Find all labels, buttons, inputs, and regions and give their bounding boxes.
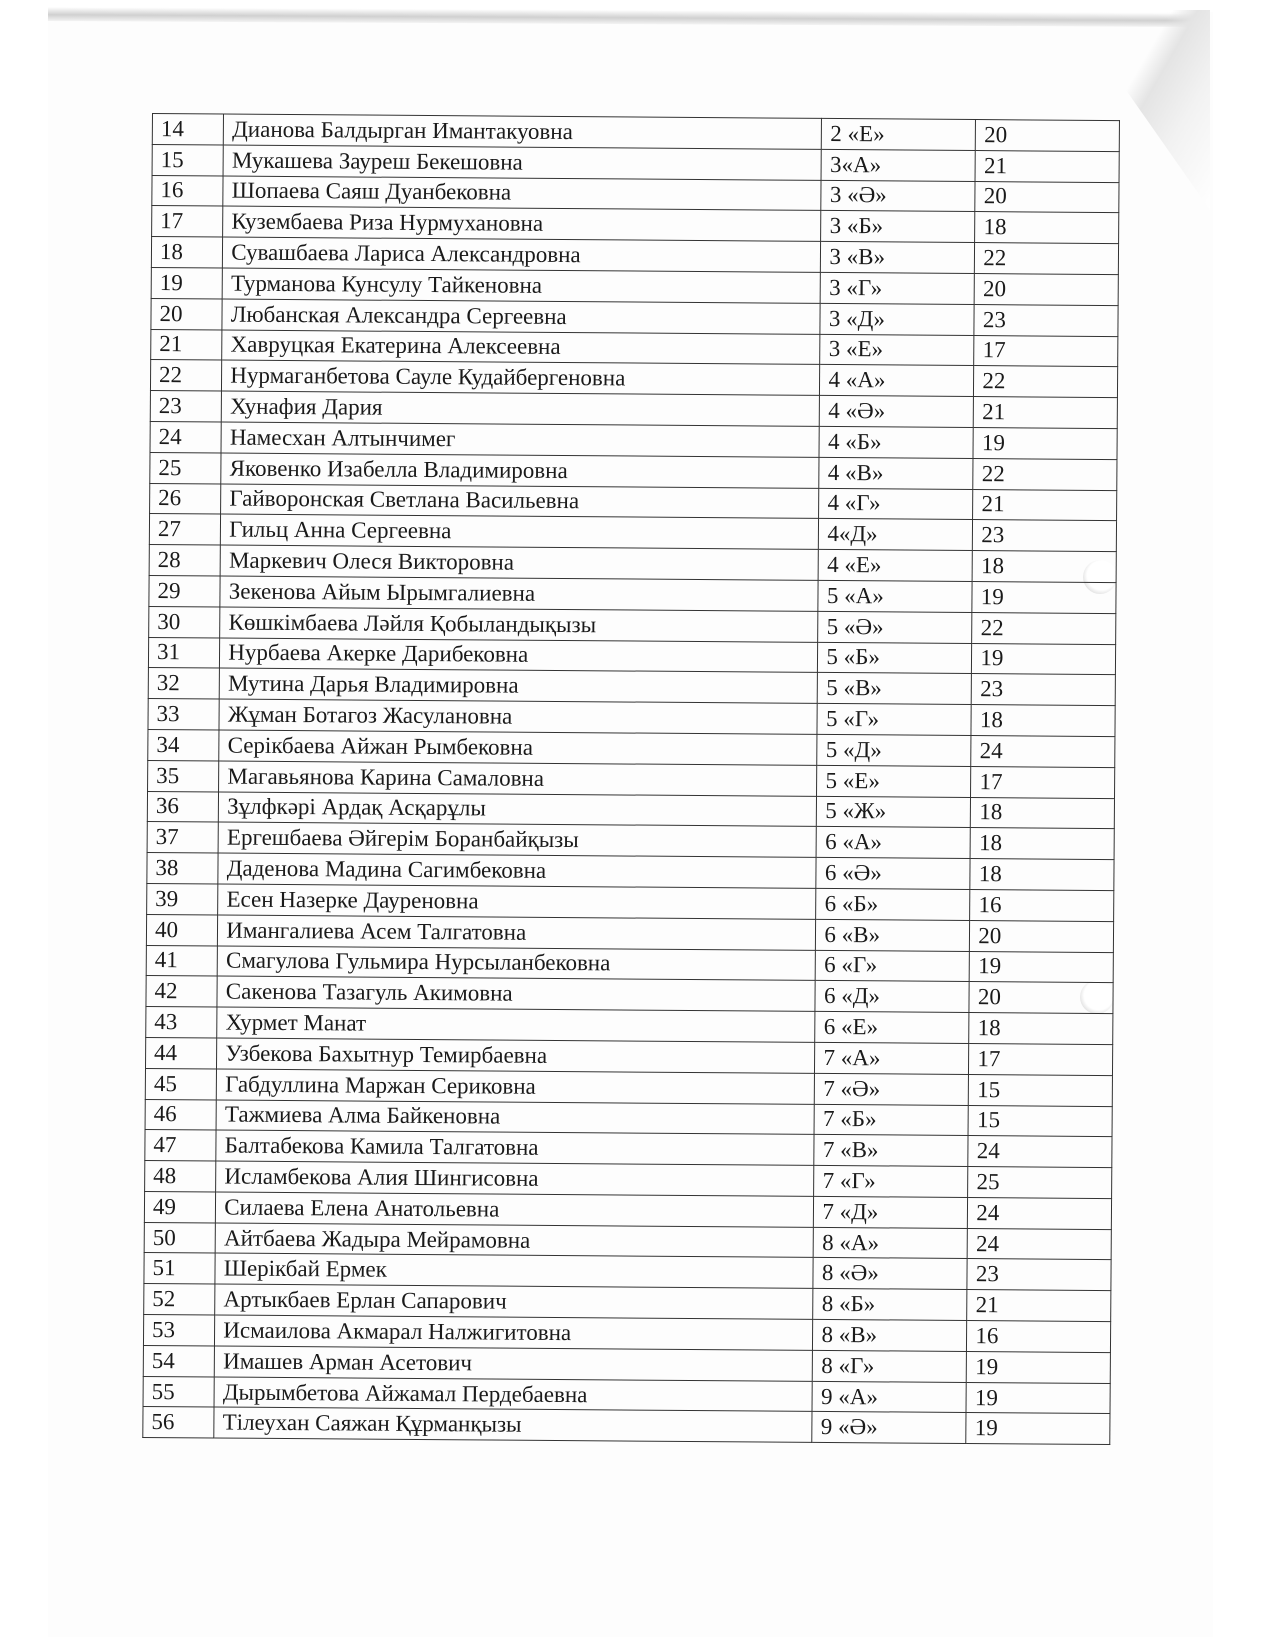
class-cell: 6 «А» <box>817 827 971 859</box>
roster-table-body <box>143 114 1120 1445</box>
student-count-cell: 22 <box>974 366 1118 398</box>
student-count-cell: 24 <box>968 1136 1112 1168</box>
teacher-name-cell: Серікбаева Айжан Рымбековна <box>219 730 817 765</box>
teacher-name-cell: Хавруцкая Екатерина Алексеевна <box>222 330 820 365</box>
class-cell: 4 «А» <box>820 365 974 397</box>
teacher-name-cell: Тажмиева Алма Байкеновна <box>216 1099 814 1134</box>
row-number-cell: 35 <box>148 760 220 791</box>
class-cell: 5 «Ә» <box>818 611 972 643</box>
student-count-cell: 18 <box>971 797 1115 829</box>
class-cell: 3 «Д» <box>820 303 974 335</box>
student-count-cell: 19 <box>972 581 1116 613</box>
row-number-cell: 32 <box>148 668 220 699</box>
student-count-cell: 19 <box>970 951 1114 983</box>
class-cell: 9 «Ә» <box>812 1412 966 1444</box>
class-cell: 7 «Г» <box>814 1165 968 1197</box>
student-count-cell: 20 <box>969 982 1113 1014</box>
teacher-name-cell: Кузембаева Риза Нурмухановна <box>223 206 821 241</box>
teacher-name-cell: Турманова Кунсулу Тайкеновна <box>222 268 820 303</box>
teacher-name-cell: Маркевич Олеся Викторовна <box>220 545 818 580</box>
teacher-name-cell: Яковенко Изабелла Владимировна <box>221 453 819 488</box>
student-count-cell: 23 <box>974 304 1118 336</box>
student-count-cell: 20 <box>970 920 1114 952</box>
teacher-name-cell: Исмаилова Акмарал Налжигитовна <box>215 1315 813 1350</box>
row-number-cell: 42 <box>146 976 218 1007</box>
class-cell: 6 «Ә» <box>816 858 970 890</box>
teacher-name-cell: Имашев Арман Асетович <box>215 1346 813 1381</box>
student-count-cell: 16 <box>970 889 1114 921</box>
row-number-cell: 34 <box>148 729 220 760</box>
class-cell: 5 «Б» <box>818 642 972 674</box>
teacher-name-cell: Силаева Елена Анатольевна <box>216 1192 814 1227</box>
row-number-cell: 17 <box>152 206 224 237</box>
teacher-name-cell: Жұман Ботагоз Жасулановна <box>219 699 817 734</box>
student-count-cell: 17 <box>971 766 1115 798</box>
teacher-name-cell: Хурмет Манат <box>217 1007 815 1042</box>
row-number-cell: 21 <box>151 329 223 360</box>
row-number-cell: 28 <box>149 545 221 576</box>
row-number-cell: 22 <box>150 360 222 391</box>
student-count-cell: 22 <box>975 243 1119 275</box>
row-number-cell: 45 <box>145 1068 217 1099</box>
class-cell: 8 «Г» <box>813 1350 967 1382</box>
row-number-cell: 48 <box>145 1161 217 1192</box>
student-count-cell: 22 <box>973 458 1117 490</box>
row-number-cell: 37 <box>147 822 219 853</box>
class-cell: 6 «Б» <box>816 888 970 920</box>
row-number-cell: 29 <box>149 575 221 606</box>
teacher-name-cell: Айтбаева Жадыра Мейрамовна <box>215 1223 813 1258</box>
row-number-cell: 14 <box>152 114 224 145</box>
teacher-name-cell: Балтабекова Камила Талгатовна <box>216 1130 814 1165</box>
row-number-cell: 27 <box>149 514 221 545</box>
student-count-cell: 18 <box>970 828 1114 860</box>
teacher-name-cell: Мутина Дарья Владимировна <box>219 668 817 703</box>
row-number-cell: 49 <box>144 1191 216 1222</box>
roster-table <box>142 113 1120 1445</box>
class-cell: 8 «А» <box>814 1227 968 1259</box>
student-count-cell: 19 <box>973 427 1117 459</box>
student-count-cell: 21 <box>973 489 1117 521</box>
student-count-cell: 18 <box>971 705 1115 737</box>
student-count-cell: 18 <box>975 212 1119 244</box>
teacher-name-cell: Дырымбетова Айжамал Пердебаевна <box>214 1377 812 1412</box>
student-count-cell: 23 <box>973 520 1117 552</box>
teacher-name-cell: Любанская Александра Сергеевна <box>222 299 820 334</box>
teacher-name-cell: Дианова Балдырган Имантакуовна <box>224 114 822 149</box>
class-cell: 6 «В» <box>816 919 970 951</box>
teacher-name-cell: Шерікбай Ермек <box>215 1253 813 1288</box>
student-count-cell: 18 <box>969 1013 1113 1045</box>
roster-table-container <box>142 113 1120 1445</box>
row-number-cell: 33 <box>148 699 220 730</box>
class-cell: 7 «Б» <box>814 1104 968 1136</box>
row-number-cell: 53 <box>143 1315 215 1346</box>
row-number-cell: 52 <box>144 1284 216 1315</box>
student-count-cell: 19 <box>966 1382 1110 1414</box>
row-number-cell: 24 <box>150 421 222 452</box>
teacher-name-cell: Нурмаганбетова Сауле Кудайбергеновна <box>222 360 820 395</box>
teacher-name-cell: Гильц Анна Сергеевна <box>221 514 819 549</box>
class-cell: 5 «Г» <box>817 704 971 736</box>
row-number-cell: 46 <box>145 1099 217 1130</box>
class-cell: 6 «Г» <box>816 950 970 982</box>
class-cell: 4«Д» <box>819 519 973 551</box>
row-number-cell: 38 <box>147 853 219 884</box>
student-count-cell: 25 <box>968 1167 1112 1199</box>
row-number-cell: 23 <box>150 391 222 422</box>
teacher-name-cell: Зұлфкәрі Ардақ Асқарұлы <box>219 792 817 827</box>
student-count-cell: 21 <box>975 150 1119 182</box>
row-number-cell: 54 <box>143 1345 215 1376</box>
teacher-name-cell: Сакенова Тазагуль Акимовна <box>217 976 815 1011</box>
row-number-cell: 31 <box>148 637 220 668</box>
class-cell: 8 «Б» <box>813 1289 967 1321</box>
student-count-cell: 19 <box>967 1351 1111 1383</box>
class-cell: 3 «Б» <box>821 211 975 243</box>
class-cell: 3 «Ә» <box>821 180 975 212</box>
student-count-cell: 15 <box>969 1074 1113 1106</box>
row-number-cell: 51 <box>144 1253 216 1284</box>
class-cell: 4 «Б» <box>819 426 973 458</box>
student-count-cell: 18 <box>972 551 1116 583</box>
class-cell: 5 «Е» <box>817 765 971 797</box>
student-count-cell: 22 <box>972 612 1116 644</box>
student-count-cell: 20 <box>975 181 1119 213</box>
class-cell: 3 «В» <box>821 242 975 274</box>
teacher-name-cell: Намесхан Алтынчимег <box>221 422 819 457</box>
teacher-name-cell: Зекенова Айым Ырымгалиевна <box>220 576 818 611</box>
student-count-cell: 18 <box>970 859 1114 891</box>
class-cell: 2 «Е» <box>822 118 976 150</box>
student-count-cell: 21 <box>974 397 1118 429</box>
teacher-name-cell: Узбекова Бахытнур Темирбаевна <box>217 1038 815 1073</box>
teacher-name-cell: Даденова Мадина Сагимбековна <box>218 853 816 888</box>
row-number-cell: 19 <box>151 267 223 298</box>
student-count-cell: 19 <box>966 1413 1110 1445</box>
teacher-name-cell: Имангалиева Асем Талгатовна <box>218 915 816 950</box>
teacher-name-cell: Исламбекова Алия Шингисовна <box>216 1161 814 1196</box>
class-cell: 5 «Ж» <box>817 796 971 828</box>
row-number-cell: 18 <box>151 237 223 268</box>
class-cell: 3«А» <box>821 149 975 181</box>
class-cell: 8 «Ә» <box>813 1258 967 1290</box>
row-number-cell: 56 <box>143 1407 215 1438</box>
teacher-name-cell: Есен Назерке Дауреновна <box>218 884 816 919</box>
teacher-name-cell: Ергешбаева Әйгерім Боранбайқызы <box>218 822 816 857</box>
row-number-cell: 44 <box>145 1037 217 1068</box>
class-cell: 9 «А» <box>812 1381 966 1413</box>
student-count-cell: 17 <box>969 1043 1113 1075</box>
row-number-cell: 41 <box>146 945 218 976</box>
teacher-name-cell: Магавьянова Карина Самаловна <box>219 761 817 796</box>
class-cell: 5 «А» <box>818 580 972 612</box>
teacher-name-cell: Тілеухан Саяжан Құрманқызы <box>214 1407 812 1442</box>
row-number-cell: 26 <box>150 483 222 514</box>
class-cell: 3 «Е» <box>820 334 974 366</box>
student-count-cell: 15 <box>968 1105 1112 1137</box>
student-count-cell: 20 <box>976 120 1120 152</box>
class-cell: 4 «Г» <box>819 488 973 520</box>
student-count-cell: 17 <box>974 335 1118 367</box>
student-count-cell: 21 <box>967 1290 1111 1322</box>
row-number-cell: 25 <box>150 452 222 483</box>
class-cell: 8 «В» <box>813 1319 967 1351</box>
row-number-cell: 50 <box>144 1222 216 1253</box>
class-cell: 7 «В» <box>814 1135 968 1167</box>
teacher-name-cell: Гайворонская Светлана Васильевна <box>221 484 819 519</box>
teacher-name-cell: Көшкімбаева Ләйля Қобыландықызы <box>220 607 818 642</box>
teacher-name-cell: Мукашева Зауреш Бекешовна <box>223 145 821 180</box>
class-cell: 5 «Д» <box>817 734 971 766</box>
class-cell: 7 «Ә» <box>815 1073 969 1105</box>
class-cell: 3 «Г» <box>821 272 975 304</box>
student-count-cell: 19 <box>972 643 1116 675</box>
student-count-cell: 24 <box>967 1228 1111 1260</box>
class-cell: 4 «Ә» <box>820 396 974 428</box>
class-cell: 7 «А» <box>815 1042 969 1074</box>
teacher-name-cell: Хунафия Дария <box>222 391 820 426</box>
student-count-cell: 20 <box>974 274 1118 306</box>
student-count-cell: 24 <box>971 735 1115 767</box>
row-number-cell: 40 <box>146 914 218 945</box>
class-cell: 7 «Д» <box>814 1196 968 1228</box>
class-cell: 4 «Е» <box>819 550 973 582</box>
student-count-cell: 24 <box>968 1197 1112 1229</box>
row-number-cell: 20 <box>151 298 223 329</box>
teacher-name-cell: Шопаева Саяш Дуанбековна <box>223 176 821 211</box>
row-number-cell: 39 <box>147 883 219 914</box>
teacher-name-cell: Смагулова Гульмира Нурсыланбековна <box>217 946 815 981</box>
row-number-cell: 15 <box>152 144 224 175</box>
row-number-cell: 43 <box>146 1007 218 1038</box>
class-cell: 6 «Д» <box>815 981 969 1013</box>
row-number-cell: 36 <box>147 791 219 822</box>
row-number-cell: 47 <box>145 1130 217 1161</box>
class-cell: 5 «В» <box>818 673 972 705</box>
teacher-name-cell: Нурбаева Акерке Дарибековна <box>220 638 818 673</box>
student-count-cell: 23 <box>967 1259 1111 1291</box>
class-cell: 6 «Е» <box>815 1011 969 1043</box>
row-number-cell: 16 <box>152 175 224 206</box>
student-count-cell: 16 <box>967 1321 1111 1353</box>
row-number-cell: 30 <box>149 606 221 637</box>
teacher-name-cell: Артыкбаев Ерлан Сапарович <box>215 1284 813 1319</box>
row-number-cell: 55 <box>143 1376 215 1407</box>
class-cell: 4 «В» <box>819 457 973 489</box>
teacher-name-cell: Габдуллина Маржан Сериковна <box>217 1069 815 1104</box>
table-row <box>143 1407 1110 1445</box>
teacher-name-cell: Сувашбаева Лариса Александровна <box>223 237 821 272</box>
student-count-cell: 23 <box>972 674 1116 706</box>
